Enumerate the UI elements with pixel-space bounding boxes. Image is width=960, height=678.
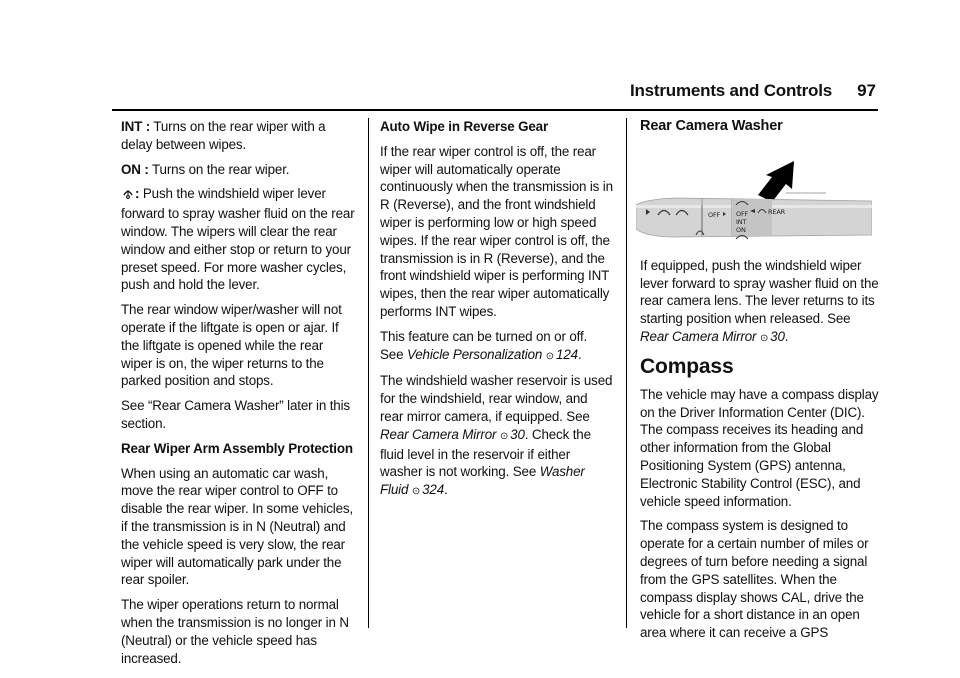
rear-camera-washer-paragraph: If equipped, push the windshield wiper lever forward to spray washer fluid on the rear camera lens. The lever returns to its starting position when released. See Rear Camera Mirror ⊙ 30. [640,257,879,344]
page-ref-icon: ⊙ [411,486,421,498]
column-left [121,118,357,674]
compass-paragraph-2: The compass system is designed to operate for a certain number of miles or degrees of turn before needing a signal from the GPS satellites. When the compass display shows CAL, drive the vehicle for a short distance in an open area where it can receive a GPS [640,518,869,641]
on-label: ON [736,225,746,234]
reservoir-paragraph: The windshield washer reservoir is used for the windshield, rear window, and rear mirror camera, if equipped. See Rear Camera Mirror ⊙ 30. Check the fluid level in the reservoir if either washer is not working. See Washer Fluid ⊙ 324. [380,373,613,498]
protection-heading: Rear Wiper Arm Assembly Protection [121,440,353,456]
off-label-front: OFF [708,210,721,219]
wiper-lever-illustration [636,143,872,243]
carwash-paragraph: When using an automatic car wash, move the rear wiper control to OFF to disable the rear wiper. In some vehicles, if the transmission is in N (Neutral) and the vehicle speed is very slow, the rear wiper will automatically park under the rear spoiler. [121,465,354,588]
link-vehicle-personalization[interactable]: Vehicle Personalization [406,346,543,362]
off-label-rear: OFF [736,209,749,218]
column-divider [626,118,627,628]
liftgate-paragraph: The rear window wiper/washer will not operate if the liftgate is open or ajar. If the liftgate is opened while the rear wiper is on, the wiper returns to the parked position and stops. [121,302,342,389]
link-washer-fluid[interactable]: Washer Fluid [380,464,585,498]
link-rear-camera-mirror[interactable]: Rear Camera Mirror [640,328,757,344]
rear-label: REAR [768,207,785,216]
column-divider [368,118,369,628]
compass-paragraph-1: The vehicle may have a compass display on the Driver Information Center (DIC). The compass receives its heading and other information from the Global Positioning System (GPS) antenna, Electronic Stability Control (ESC), and vehicle speed information. [640,386,879,509]
on-description: ON : Turns on the rear wiper. [121,161,290,177]
on-label: ON : [121,161,149,177]
section-title: Instruments and Controls [629,81,832,100]
page-ref-icon: ⊙ [759,332,769,344]
see-paragraph: See “Rear Camera Washer” later in this section. [121,398,350,431]
page-ref-icon: ⊙ [499,430,509,442]
feature-paragraph: This feature can be turned on or off. See Vehicle Personalization ⊙ 124. [380,328,588,362]
int-label: INT : [121,119,150,134]
int-description: INT : Turns on the rear wiper with a delay between wipes. [121,119,326,152]
auto-wipe-heading: Auto Wipe in Reverse Gear [380,119,549,134]
page-number: 97 [857,81,876,100]
rear-washer-icon [121,186,135,205]
compass-heading: Compass [640,354,734,378]
return-paragraph: The wiper operations return to normal when the transmission is no longer in N (Neutral) or the vehicle speed has increased. [121,597,349,666]
auto-wipe-paragraph: If the rear wiper control is off, the rear wiper will automatically operate continuously when the transmission is in R (Reverse), and the front windshield wiper is performing low or high speed wipes. If the rear wiper control is off, the transmission is in R (Reverse), and the front windshield wiper is performing INT wipes, then the rear wiper automatically performs INT wipes. [380,143,613,319]
washer-description: : Push the windshield wiper lever forward to spray washer fluid on the rear window. The wipers will clear the rear window and either stop or return to your preset speed. For more washer cycles, push and hold the lever. [121,186,355,293]
push-arrow-icon [758,161,794,202]
link-rear-camera-mirror[interactable]: Rear Camera Mirror [380,426,497,442]
int-label: INT [736,217,747,226]
header-rule [112,109,878,111]
column-right [640,118,880,649]
rear-camera-washer-heading: Rear Camera Washer [640,118,783,134]
page-header [0,0,960,112]
page-ref-icon: ⊙ [545,350,555,362]
column-middle [380,118,614,508]
